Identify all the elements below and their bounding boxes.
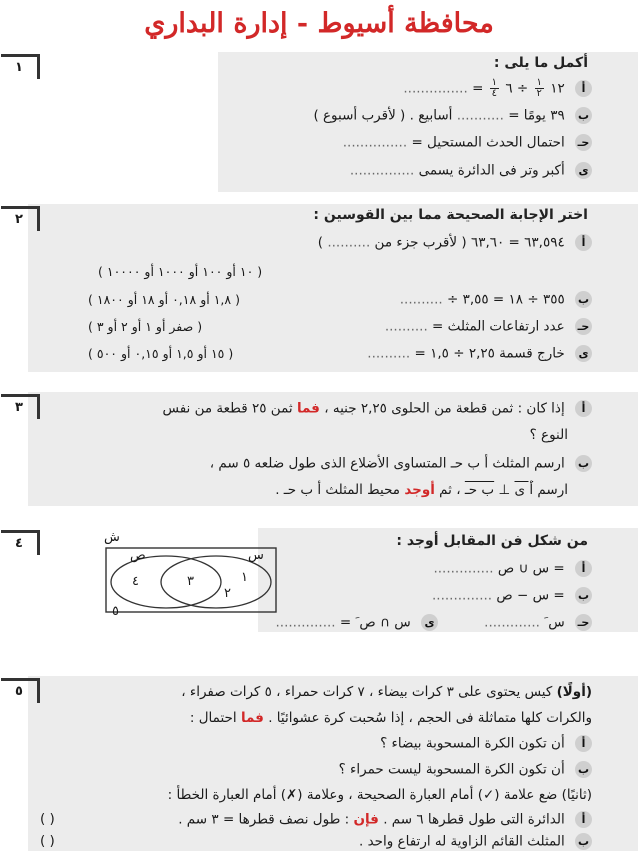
q2-b-badge: ب xyxy=(575,291,592,308)
q2-a-text: ٦٣,٥٩٤ = ٦٣,٦٠ ( لأقرب جزء من xyxy=(374,234,565,251)
venn-diagram xyxy=(96,530,286,630)
q2-heading: اختر الإجابة الصحيحة مما بين القوسين : xyxy=(313,207,588,223)
q3-item-a-line1: أ إذا كان : ثمن قطعة من الحلوى ٢,٢٥ جنيه ، فما ثمن ٢٥ قطعة من نفس xyxy=(163,400,592,417)
q4-c-badge: حـ xyxy=(575,614,592,631)
q5-part2-heading: (ثانيًا) ضع علامة (✓) أمام العبارة الصحيحة ، وعلامة (✗) أمام العبارة الخطأ : xyxy=(167,787,592,803)
q2-d-text: خارج قسمة ٢,٢٥ ÷ ١,٥ = xyxy=(414,345,565,362)
q3-item-b-line1: ب ارسم المثلث أ ب حـ المتساوى الأضلاع الذى طول ضلعه ٥ سم ، xyxy=(210,455,592,472)
q2-item-d: ى خارج قسمة ٢,٢٥ ÷ ١,٥ = .......... xyxy=(367,345,592,362)
q1-d-text: أكبر وتر فى الدائرة يسمى xyxy=(418,162,565,179)
q5-part1-line1: (أولًا) كيس يحتوى على ٣ كرات بيضاء ، ٧ كرات حمراء ، ٥ كرات صفراء ، xyxy=(181,684,592,700)
q5-number: ٥ xyxy=(1,678,40,703)
q5-item-b: ب أن تكون الكرة المسحوبة ليست حمراء ؟ xyxy=(339,761,592,778)
q1-number: ١ xyxy=(1,54,40,79)
q5-b-badge: ب xyxy=(575,761,592,778)
q2-item-c: حـ عدد ارتفاعات المثلث = .......... xyxy=(385,318,592,335)
q4-item-a: أ = س ∪ ص .............. xyxy=(433,560,592,577)
q4-heading: من شكل فن المقابل أوجد : xyxy=(396,533,588,549)
q2-number: ٢ xyxy=(1,206,40,231)
q4-item-b: ب = س − ص .............. xyxy=(432,587,592,604)
q2-c-choices: ( صفر أو ١ أو ٢ أو ٣ ) xyxy=(88,319,203,334)
q4-d-badge: ى xyxy=(421,614,438,631)
venn-element-4: ٤ xyxy=(132,574,139,589)
q1-a-badge: أ xyxy=(575,80,592,97)
q1-a-frac1: $\frac{١}{٢}$ xyxy=(536,77,542,99)
q1-c-badge: حـ xyxy=(575,134,592,151)
q5-item-c: أ الدائرة التى طول قطرها ٦ سم . فإن : طول نصف قطرها = ٣ سم . xyxy=(178,811,592,828)
q2-b-choices: ( ١,٨ أو ٠,١٨ أو ١٨ أو ١٨٠٠ ) xyxy=(88,292,240,307)
q3-number: ٣ xyxy=(1,394,40,419)
q2-b-text: ٣٥٥ ÷ ١٨ = ٣,٥٥ ÷ xyxy=(446,291,565,308)
q2-c-badge: حـ xyxy=(575,318,592,335)
venn-element-2: ٢ xyxy=(224,586,231,601)
q1-a-mid: ٦ xyxy=(505,80,513,97)
venn-circle-s xyxy=(161,556,271,608)
venn-element-5: ٥ xyxy=(112,604,119,619)
q4-a-badge: أ xyxy=(575,560,592,577)
q2-c-text: عدد ارتفاعات المثلث = xyxy=(432,318,565,335)
q5-item-d: ب المثلث القائم الزاوية له ارتفاع واحد . xyxy=(359,833,592,850)
q1-heading: أكمل ما يلى : xyxy=(493,55,588,71)
q4-item-c: حـ س َ ............. xyxy=(484,614,592,631)
q5-a-badge: أ xyxy=(575,735,592,752)
q1-c-text: احتمال الحدث المستحيل = xyxy=(411,134,565,151)
q2-item-a: أ ٦٣,٥٩٤ = ٦٣,٦٠ ( لأقرب جزء من .......... ) xyxy=(318,234,592,251)
q4-b-badge: ب xyxy=(575,587,592,604)
q1-d-badge: ى xyxy=(575,162,592,179)
q5-d-badge: ب xyxy=(575,833,592,850)
venn-universe-label: ش xyxy=(104,530,120,545)
q2-d-choices: ( ١٥ أو ١,٥ أو ٠,١٥ أو ٥٠٠ ) xyxy=(88,346,234,361)
q5-part1-line2: والكرات كلها متماثلة فى الحجم ، إذا سُحبت كرة عشوائيًا . فما احتمال : xyxy=(189,710,592,726)
q3-item-a-line2: النوع ؟ xyxy=(529,427,568,443)
venn-set-p-label: ص xyxy=(130,548,146,563)
q2-a-choices: ( ١٠ أو ١٠٠ أو ١٠٠٠ أو ١٠٠٠٠ ) xyxy=(98,264,263,279)
q1-b-text: ٣٩ يومًا = xyxy=(508,107,565,124)
q2-d-badge: ى xyxy=(575,345,592,362)
venn-element-3: ٣ xyxy=(187,574,194,589)
q1-a-lead: ١٢ xyxy=(550,80,565,97)
venn-circle-p xyxy=(111,556,221,608)
q1-item-d: ى أكبر وتر فى الدائرة يسمى ............... xyxy=(350,162,592,179)
q2-a-badge: أ xyxy=(575,234,592,251)
q1-a-frac2: $\frac{١}{٤}$ xyxy=(491,77,498,99)
venn-element-1: ١ xyxy=(241,570,248,585)
q4-item-d: ى س ∩ ص َ = .............. xyxy=(276,614,439,631)
q1-b-badge: ب xyxy=(575,107,592,124)
q5-c-badge: أ xyxy=(575,811,592,828)
q1-item-b: ب ٣٩ يومًا = ........... أسابيع . ( لأقرب أسبوع ) xyxy=(313,107,592,124)
venn-set-s-label: س xyxy=(248,548,264,563)
q2-item-b: ب ٣٥٥ ÷ ١٨ = ٣,٥٥ ÷ .......... xyxy=(400,291,592,308)
q3-b-badge: ب xyxy=(575,455,592,472)
page-title: محافظة أسيوط - إدارة البداري xyxy=(144,8,494,39)
q5-c-paren: ( ) xyxy=(40,811,55,827)
q1-item-a: أ ١٢ $\frac{١}{٢}$ ÷ ٦ $\frac{١}{٤}$ = ............... xyxy=(403,78,592,99)
q3-a-badge: أ xyxy=(575,400,592,417)
q4-number: ٤ xyxy=(1,530,40,555)
q1-b-tail: أسابيع . ( لأقرب أسبوع ) xyxy=(313,107,453,124)
q5-item-a: أ أن تكون الكرة المسحوبة بيضاء ؟ xyxy=(380,735,592,752)
q5-d-paren: ( ) xyxy=(40,833,55,849)
q1-item-c: حـ احتمال الحدث المستحيل = ............... xyxy=(343,134,592,151)
q3-item-b-line2: ارسم أ ى ⊥ ب حـ ، ثم أوجد محيط المثلث أ ب حـ . xyxy=(275,482,568,498)
